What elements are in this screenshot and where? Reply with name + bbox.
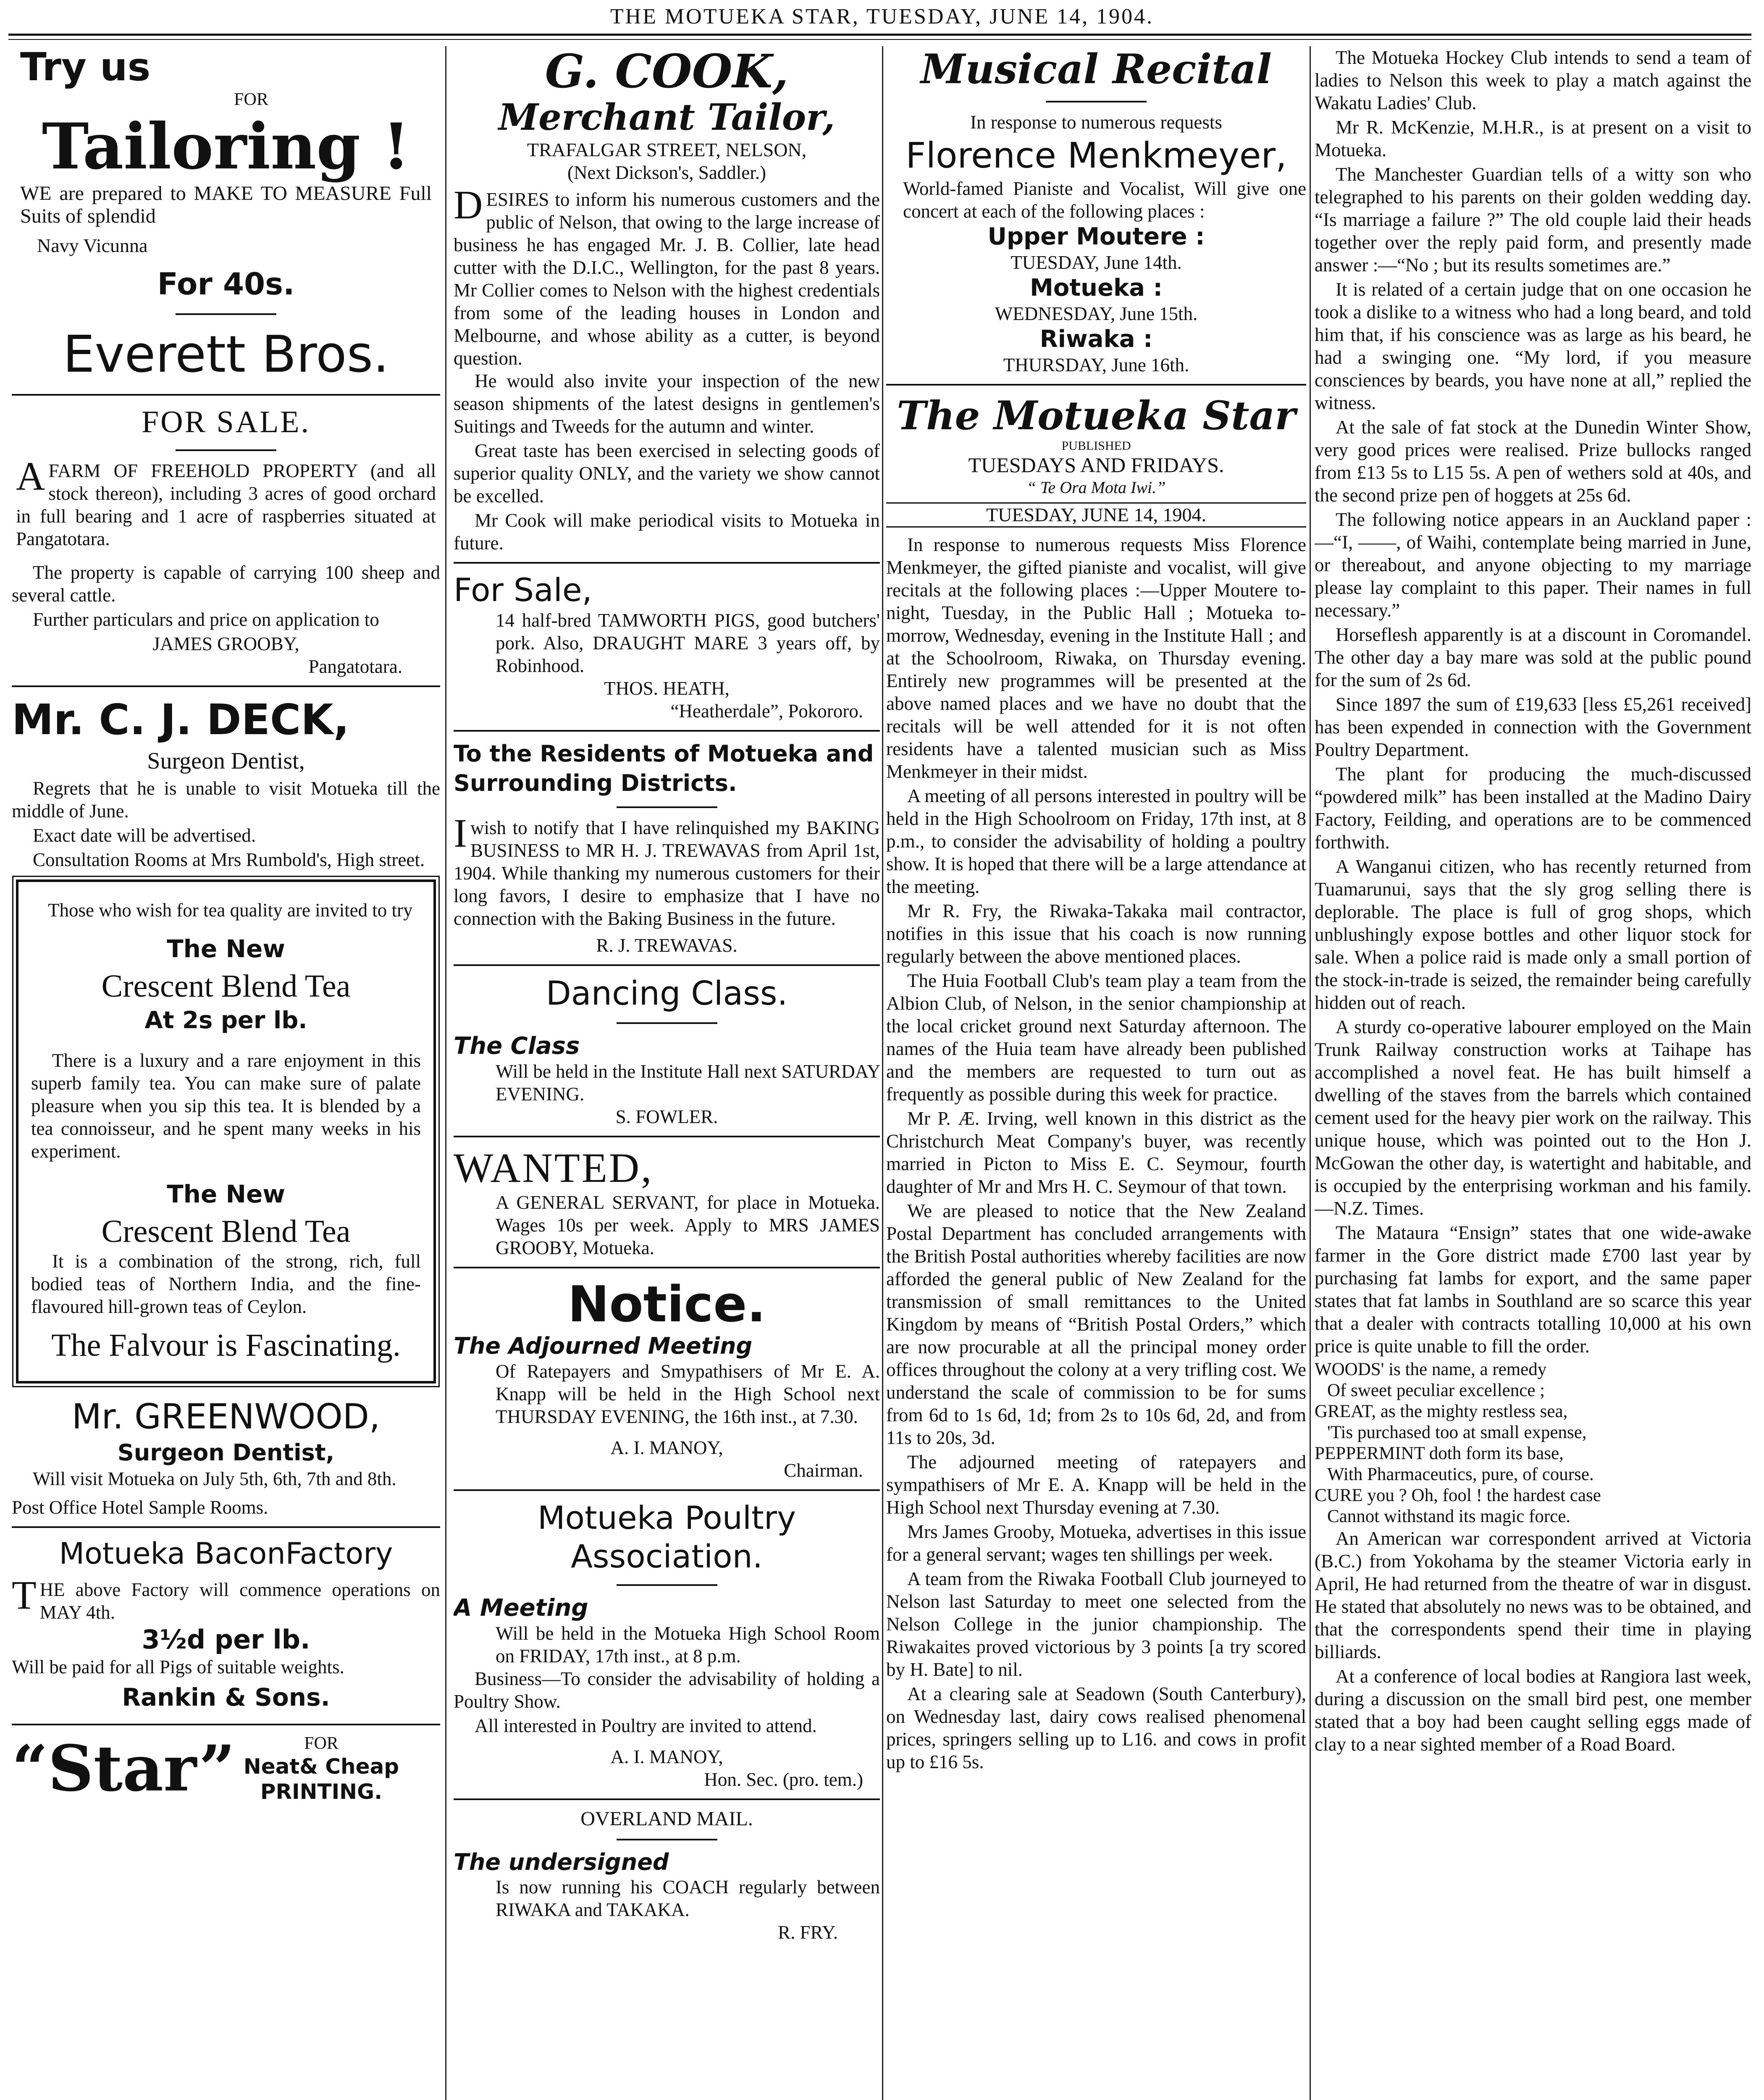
wanted-body: A GENERAL SERVANT, for place in Motueka. Wages 10s per week. Apply to MRS JAMES GROOBY, Motueka. [496,1192,880,1258]
news-item: The following notice appears in an Auckland paper :—“I, ——, of Waihi, contemplate being married in June, or thereabout, and anyone objecting to my marriage please lay complaint to this paper. Their names in full necessary.” [1315,509,1751,621]
trewavas-ad [454,739,880,957]
recital-date-1: TUESDAY, June 14th. [1011,252,1182,273]
news-item: Mr R. McKenzie, M.H.R., is at present on a visit to Motueka. [1315,117,1751,160]
tailoring-body: WE are prepared to MAKE TO MEASURE Full Suits of splendid [20,182,432,227]
cook-p4: Mr Cook will make periodical visits to Motueka in future. [454,510,880,554]
poem-line: CURE you ? Oh, fool ! the hardest case [1315,1486,1601,1505]
tea-body: There is a luxury and a rare enjoyment in this superb family tea. You can make sure of palate pleasure when you sip this tea. It is blended by a tea connoisseur, and he spent many weeks in his experiment. [31,1050,421,1162]
poultry-p3: All interested in Poultry are invited to attend. [475,1715,817,1736]
recital-heading: Musical Recital [921,46,1272,93]
news-item: The Motueka Hockey Club intends to send a team of ladies to Nelson this week to play a match against the Wakatu Ladies' Club. [1315,47,1751,113]
cook-p2: He would also invite your inspection of the new season shipments of the latest designs in gentlemen's Suitings and Tweeds for the autumn and winter. [454,370,880,437]
deck-p2: Exact date will be advertised. [33,825,256,846]
column-1 [12,46,440,2100]
paper-days: TUESDAYS AND FRIDAYS. [968,453,1224,477]
news-item: A sturdy co-operative labourer employed on the Main Trunk Railway construction works at Taihape has accomplished a novel feat. He has built himself a dwelling of the staves from the barrels which contained cement used for the heavy pier work on the railway. This unique house, which was pointed out to the Hon J. McGowan the other day, is watertight and habitable, and is occupied by the enterprising workman and his family.—N.Z. Times. [1315,1016,1751,1219]
cook-ad [454,46,880,554]
recital-intro: In response to numerous requests [970,112,1222,133]
recital-date-3: THURSDAY, June 16th. [1003,354,1189,375]
poultry-role: Hon. Sec. (pro. tem.) [704,1769,863,1790]
poultry-p2: Business—To consider the advisability of holding a Poultry Show. [454,1668,880,1712]
poultry-ad [454,1499,880,1791]
cook-street: TRAFALGAR STREET, NELSON, [527,139,807,160]
poultry-name: A. I. MANOY, [610,1746,723,1767]
paper-title-block [886,393,1306,528]
star-for: FOR [304,1734,339,1753]
for-sale-heading: FOR SALE. [142,405,310,439]
greenwood-name: Mr. GREENWOOD, [72,1397,380,1437]
divider [12,394,440,396]
poultry-heading: Motueka Poultry Association. [537,1499,796,1575]
dancing-ad [454,974,880,1128]
bacon-heading: Motueka BaconFactory [59,1536,393,1571]
news-item: Horseflesh apparently is at a discount in Coromandel. The other day a bay mare was sold at the public pound for the sum of 2s 6d. [1315,624,1751,690]
deck-ad [12,695,440,871]
news-item: Since 1897 the sum of £19,633 [less £5,261 received] has been expended in connection with the Government Poultry Department. [1315,694,1751,760]
tea-the-new: The New [167,934,285,963]
recital-ad [886,46,1306,376]
divider [12,1724,440,1725]
news-item: The plant for producing the much-discussed “powdered milk” has been installed at the Madino Dairy Factory, Feilding, and operations are to be commenced forthwith. [1315,764,1751,853]
divider [454,1267,880,1268]
cook-next: (Next Dickson's, Saddler.) [567,162,766,183]
news-item: The adjourned meeting of ratepayers and sympathisers of Mr E. A. Knapp will be held in the High School next Thursday evening at 7.30. [886,1452,1306,1518]
tea-body-2: It is a combination of the strong, rich, full bodied teas of Northern India, and the fine-flavoured hill-grown teas of Ceylon. [31,1251,421,1317]
for-sale-ad [12,403,440,678]
poem-line: With Pharmaceutics, pure, of course. [1327,1465,1594,1484]
notice-sub: The Adjourned Meeting [454,1333,753,1359]
pigs-name: THOS. HEATH, [604,678,730,699]
recital-body: World-famed Pianiste and Vocalist, Will give one concert at each of the following places : [903,178,1306,222]
wanted-ad [454,1145,880,1259]
divider [454,1798,880,1800]
notice-name: A. I. MANOY, [610,1437,723,1458]
masthead: THE MOTUEKA STAR, TUESDAY, JUNE 14, 1904. [610,5,1154,29]
recital-place-2: Motueka : [1030,274,1163,302]
paper-motto: “ Te Ora Mota Iwi.” [1026,478,1166,497]
news-item: In response to numerous requests Miss Florence Menkmeyer, the gifted pianiste and vocalist, will give recitals at the following places :—Upper Moutere to-night, Tuesday, in the Public Hall ; Motueka to-morrow, Wednesday, evening in the Institute Hall ; and at the Schoolroom, Riwaka, on Thursday evening. Entirely new programmes will be presented at the above named places and we have no doubt that the recitals will be well attended for it is not often residents have a talented musician such as Miss Menkmeyer in their midst. [886,534,1306,782]
divider [454,964,880,966]
divider [176,449,276,451]
trewavas-name: R. J. TREWAVAS. [596,935,738,956]
news-item: The Huia Football Club's team play a team from the Albion Club, of Nelson, in the senior championship at the local cricket ground next Saturday afternoon. The names of the Huia team have already been published and the members are requested to turn out as frequently as possible during this week for practice. [886,970,1306,1105]
mail-body: Is now running his COACH regularly between RIWAKA and TAKAKA. [496,1877,880,1920]
tea-intro: Those who wish for tea quality are invited to try [48,900,413,921]
greenwood-title: Surgeon Dentist, [117,1439,335,1466]
poultry-p1: Will be held in the Motueka High School Room on FRIDAY, 17th inst., at 8 p.m. [496,1623,880,1667]
divider [617,806,717,808]
paper-published: PUBLISHED [1061,439,1131,453]
poem-line: Cannot withstand its magic force. [1327,1507,1571,1526]
everett-bros: Everett Bros. [63,326,389,384]
news-item: We are pleased to notice that the New Zealand Postal Department has concluded arrangements with the British Postal authorities whereby facilities are now afforded the general public of New Zealand for the transmission of small remittances to the United Kingdom by means of “British Postal Orders,” which are now procurable at all the principal money order offices throughout the colony at a very trifling cost. We understand the scale of commission to be for sums from 6d to 1s 6d, 1d; from 2s to 10s 6d, 2d, and from 11s to 20s, 3d. [886,1200,1306,1448]
column-2 [454,46,880,2100]
tailoring-title: Tailoring ! [42,110,410,184]
news-item: An American war correspondent arrived at Victoria (B.C.) from Yokohama by the steamer Victoria early in April, He had returned from the theatre of war in disgust. He stated that absolutely no news was to be obtained, and that the correspondents spend their time in playing billiards. [1315,1528,1751,1662]
recital-name: Florence Menkmeyer, [906,135,1287,176]
notice-body: Of Ratepayers and Smypathisers of Mr E. A. Knapp will be held in the High School next THURSDAY EVENING, the 16th inst., at 7.30. [496,1361,880,1427]
news-column-4 [1315,46,1751,1357]
recital-place-1: Upper Moutere : [987,223,1205,250]
bacon-firm: Rankin & Sons. [122,1683,330,1712]
mail-ad [454,1808,880,1944]
news-item: A Wanganui citizen, who has recently returned from Tuamarunui, says that the sly grog selling there is deplorable. The place is full of grog shops, which unblushingly expose bottles and other liquor stock for sale. When a police raid is made only a small portion of the stock-in-trade is seized, the remainder being carefully hidden out of reach. [1315,856,1751,1013]
deck-title: Surgeon Dentist, [147,748,305,774]
bacon-ad [12,1536,440,1716]
greenwood-ad [12,1396,440,1519]
tea-ad [16,879,436,1383]
news-item: A meeting of all persons interested in poultry will be held in the High Schoolroom on Friday, 17th inst, at 8 p.m., to consider the advisability of holding a poultry show. It is hoped that there will be a large attendance at the meeting. [886,785,1306,897]
cook-name: G. COOK, [545,46,789,98]
notice-ad [454,1276,880,1482]
poem-line: PEPPERMINT doth form its base, [1315,1444,1564,1463]
news-item: It is related of a certain judge that on one occasion he took a dislike to a witness who had a long beard, and told him that, if his conscience was as large as his beard, he had a swinging one. “My lord, if you measure consciences by beards, you have none at all,” replied the witness. [1315,279,1751,413]
for-sale-body: AFARM OF FREEHOLD PROPERTY (and all stock thereon), including 3 acres of good orchard in full bearing and 1 acre of raspberries situated at Pangatotara. [16,454,436,549]
news-item: Mrs James Grooby, Motueka, advertises in this issue for a general servant; wages ten shillings per week. [886,1521,1306,1565]
for-label: FOR [234,90,268,109]
cook-p1: DESIRES to inform his numerous customers and the public of Nelson, that owing to the large increase of business he has engaged Mr. J. B. Collier, late head cutter with the D.I.C., Wellington, for the past 8 years. Mr Collier comes to Nelson with the highest credentials from some of the leading houses in London and Melbourne, and whose ability as a cutter, is beyond question. [454,182,880,369]
cook-p3: Great taste has been exercised in selecting goods of superior quality ONLY, and the variety we show cannot be excelled. [454,440,880,507]
tea-name-2: Crescent Blend Tea [101,1214,351,1249]
bacon-price: 3½d per lb. [142,1624,310,1655]
pigs-body: 14 half-bred TAMWORTH PIGS, good butchers' pork. Also, DRAUGHT MARE 3 years off, by Robinhood. [496,610,880,676]
column-divider [1310,46,1311,2100]
recital-place-3: Riwaka : [1040,326,1153,353]
divider [12,1526,440,1528]
dancing-body: Will be held in the Institute Hall next SATURDAY EVENING. [496,1061,880,1105]
news-column-4-continued [1315,1527,1751,1756]
for-sale-capacity: The property is capable of carrying 100 sheep and several cattle. [12,562,440,606]
notice-role: Chairman. [784,1460,863,1481]
trewavas-heading: To the Residents of Motueka and Surrounding Districts. [454,740,874,796]
news-item: Mr R. Fry, the Riwaka-Takaka mail contractor, notifies in this issue that his coach is now running regularly between the above mentioned places. [886,900,1306,967]
for-sale-place: Pangatotara. [308,656,402,677]
try-us: Try us [20,46,151,89]
greenwood-p2: Post Office Hotel Sample Rooms. [12,1497,268,1518]
cook-title: Merchant Tailor, [498,96,835,139]
notice-heading: Notice. [567,1275,766,1333]
divider [12,685,440,687]
divider [454,1136,880,1137]
poem-line: WOODS' is the name, a remedy [1315,1360,1547,1379]
divider [176,313,276,315]
bacon-p2: Will be paid for all Pigs of suitable weights. [12,1656,344,1677]
star-name: “Star” [12,1732,235,1806]
greenwood-p1: Will visit Motueka on July 5th, 6th, 7th and 8th. [33,1468,396,1489]
news-item: At the sale of fat stock at the Dunedin Winter Show, very good prices were realised. Prize bullocks ranged from £13 5s to L15 5s. A pen of wethers sold at 40s, and the second prize pen of hoggets at 25s 6d. [1315,417,1751,506]
poem-line: GREAT, as the mighty restless sea, [1315,1402,1568,1421]
tailoring-fabric: Navy Vicunna [37,235,148,256]
divider [617,1584,717,1586]
tailoring-ad [12,46,440,386]
mail-sub: The undersigned [454,1849,669,1875]
wanted-heading: WANTED, [454,1144,654,1191]
poem-line: Of sweet peculiar excellence ; [1327,1381,1545,1400]
for-sale-name: JAMES GROOBY, [152,633,299,654]
tailoring-price: For 40s. [157,266,295,302]
news-item: At a clearing sale at Seadown (South Canterbury), on Wednesday last, dairy cows realised phenomenal prices, springers selling up to L16. and cows in profit up to £16 5s. [886,1683,1306,1772]
column-3 [886,46,1306,2100]
news-item: Mr P. Æ. Irving, well known in this district as the Christchurch Meat Company's buyer, was recently married in Picton to Miss E. C. Seymour, fourth daughter of Mr and Mrs H. C. Seymour of that town. [886,1108,1306,1197]
mail-name: R. FRY. [777,1922,838,1943]
divider [617,1839,717,1840]
for-sale-particulars: Further particulars and price on application to [33,609,379,630]
divider [454,562,880,564]
divider [617,1022,717,1024]
deck-name: Mr. C. J. DECK, [12,695,349,744]
tea-closing: The Falvour is Fascinating. [51,1328,401,1363]
pigs-place: “Heatherdale”, Pokororo. [670,701,863,722]
recital-date-2: WEDNESDAY, June 15th. [995,303,1198,324]
divider [454,1489,880,1491]
news-item: The Mataura “Ensign” states that one wide-awake farmer in the Gore district made £700 last year by purchasing fat lambs for export, and the same paper states that fat lambs in Southland are so scarce this year that a dealer with contracts totalling 10,000 at his own price is quite unable to fill the order. [1315,1222,1751,1357]
column-4 [1315,46,1751,2100]
news-item: At a conference of local bodies at Rangiora last week, during a discussion on the small bird pest, one member stated that a boy had been caught selling eggs made of clay to a near sighted member of a Road Board. [1315,1666,1751,1755]
poultry-sub: A Meeting [454,1594,588,1622]
tea-price: At 2s per lb. [144,1007,307,1034]
pigs-heading: For Sale, [454,571,592,609]
deck-p1: Regrets that he is unable to visit Motueka till the middle of June. [12,778,440,822]
column-divider [882,46,883,2100]
dancing-name: S. FOWLER. [615,1106,718,1127]
paper-title: The Motueka Star [897,393,1296,439]
masthead-rule [8,34,1751,40]
divider [1046,101,1147,102]
pigs-ad [454,571,880,722]
mail-heading: OVERLAND MAIL. [580,1808,753,1830]
divider [886,384,1306,386]
paper-date: TUESDAY, JUNE 14, 1904. [986,504,1206,525]
tea-the-new-2: The New [167,1180,285,1208]
star-printing-ad [12,1733,440,1804]
dancing-heading: Dancing Class. [546,975,788,1013]
trewavas-body: Iwish to notify that I have relinquished my BAKING BUSINESS to MR H. J. TREWAVAS from April 1st, 1904. While thanking my numerous customers for their long favors, I desire to emphasize that I have no connection with the Baking Business in the future. [454,811,880,929]
woods-poem [1315,1359,1751,1527]
bacon-p1: THE above Factory will commence operations on MAY 4th. [12,1572,440,1623]
star-line2: PRINTING. [260,1780,383,1804]
divider [454,730,880,732]
column-divider [445,46,446,2100]
deck-p3: Consultation Rooms at Mrs Rumbold's, High street. [33,849,425,870]
news-item: The Manchester Guardian tells of a witty son who telegraphed to his parents on their golden wedding day. “Is marriage a failure ?” The old couple laid their heads together over the reply paid form, and presently made answer :—“No ; but its results sometimes are.” [1315,164,1751,276]
news-column-3 [886,533,1306,1773]
dancing-sub: The Class [454,1032,580,1060]
tea-name: Crescent Blend Tea [101,969,351,1004]
star-line1: Neat& Cheap [243,1754,399,1779]
poem-line: 'Tis purchased too at small expense, [1327,1423,1587,1442]
news-item: A team from the Riwaka Football Club journeyed to Nelson last Saturday to meet one selected from the Nelson College in the junior championship. The Riwakaites proved victorious by 3 points [a try scored by H. Bate] to nil. [886,1568,1306,1680]
